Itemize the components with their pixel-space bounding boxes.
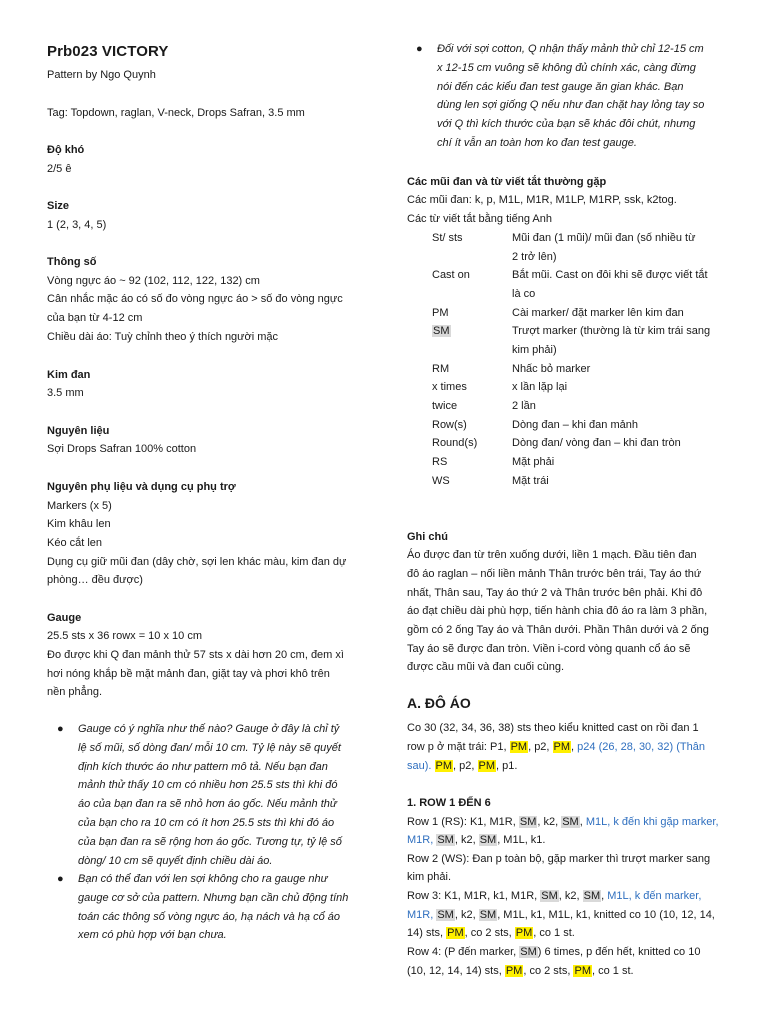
needles-value: 3.5 mm xyxy=(47,387,84,399)
bullet-line: lệ số mũi, số dòng đan/ mỗi 10 cm. Tỷ lệ này sẽ quyết xyxy=(78,741,341,754)
notions-line: phòng… đều được) xyxy=(47,574,143,586)
row-line: (10, 12, 14, 14) sts, PM, co 2 sts, PM, co 1 st. xyxy=(407,965,634,977)
bullet-line: Gauge có ý nghĩa như thế nào? Gauge ở đây là chỉ tỷ xyxy=(78,723,340,735)
size-value: 1 (2, 3, 4, 5) xyxy=(47,219,107,231)
subsection-heading: 1. ROW 1 ĐẾN 6 xyxy=(407,797,491,809)
row-line: 14) sts, PM, co 2 sts, PM, co 1 st. xyxy=(407,927,575,939)
bullet-line: chí ít vẫn an toàn hơn ko đan test gauge. xyxy=(437,136,637,149)
section-a-heading: A. ĐÔ ÁO xyxy=(407,695,471,711)
notes-line: áo đạt chiều dài phù hợp, tiến hành chia đô áo ra làm 3 phần, xyxy=(407,605,708,617)
measurements-line: của bạn từ 4-12 cm xyxy=(47,312,143,324)
author-line: Pattern by Ngo Quynh xyxy=(47,69,156,81)
stitches-heading: Các mũi đan và từ viết tắt thường gặp xyxy=(407,176,607,188)
pattern-title: Prb023 VICTORY xyxy=(47,43,169,60)
difficulty-heading: Độ khó xyxy=(47,144,85,156)
notes-line: đô áo raglan – nối liền mảnh Thân trước bên trái, Tay áo thứ xyxy=(407,568,702,580)
measurements-heading: Thông số xyxy=(47,256,97,268)
yarn-value: Sợi Drops Safran 100% cotton xyxy=(47,443,197,455)
tag-line: Tag: Topdown, raglan, V-neck, Drops Safran, 3.5 mm xyxy=(47,107,305,119)
bullet-line: áo của bạn đan ra sẽ nhỏ hơn áo gốc. Nếu mảnh thử xyxy=(78,798,337,811)
row-line: Row 1 (RS): K1, M1R, SM, k2, SM, M1L, k đến khi gặp marker, xyxy=(407,816,719,828)
bullet-line: của bạn đan ra sẽ rộng hơn áo gốc. Tương tự, tỷ lệ số xyxy=(78,835,342,848)
measurements-line: Chiều dài áo: Tuỳ chỉnh theo ý thích người mặc xyxy=(47,331,279,343)
gauge-bullet: ● Đối với sợi cotton, Q nhận thấy mảnh thử chỉ 12-15 cm x 12-15 cm vuông sẽ không đủ chính xác, càng đừng nói đến các kiểu đan test gauge ăn gian khác. Bạn dùng len sợi giống Q nếu như đan chặt hay lỏng tay so với Q thì kích thước của bạn sẽ khác đôi chút, nhưng chí ít vẫn an toàn hơn ko đan test gauge. xyxy=(437,40,727,153)
gauge-line: hơi nóng khắp bề mặt mảnh đan, giặt tay và phơi khô trên xyxy=(47,668,330,680)
row-line: Row 3: K1, M1R, k1, M1R, SM, k2, SM, M1L, k đến marker, xyxy=(407,890,702,902)
abbr-value: Cài marker/ đặt marker lên kim đan xyxy=(512,307,684,319)
notions-line: Markers (x 5) xyxy=(47,500,112,512)
abbr-key: Round(s) xyxy=(432,437,478,449)
size-heading: Size xyxy=(47,200,70,212)
needles-heading: Kim đan xyxy=(47,369,91,381)
bullet-line: x 12-15 cm vuông sẽ không đủ chính xác, càng đừng xyxy=(437,61,696,74)
row-line: M1R, SM, k2, SM, M1L, k1. xyxy=(407,834,546,846)
yarn-heading: Nguyên liệu xyxy=(47,425,110,437)
bullet-line: của bạn cho ra 10 cm có ít hơn 25.5 sts thì khi đó áo xyxy=(78,816,335,829)
notes-line: được cầu mũi và đan cuối cùng. xyxy=(407,661,565,673)
notions-heading: Nguyên phụ liệu và dụng cụ phụ trợ xyxy=(47,481,236,493)
notions-line: Kéo cắt len xyxy=(47,537,103,549)
bullet-line: toán các thông số vòng ngực áo, hạ nách và hạ cổ áo xyxy=(78,910,340,923)
stitches-line: Các mũi đan: k, p, M1L, M1R, M1LP, M1RP, ssk, k2tog. xyxy=(407,194,677,206)
abbr-value: Dòng đan – khi đan mảnh xyxy=(512,419,638,431)
gauge-bullet: ● Bạn có thể đan với len sợi không cho ra gauge như gauge cơ sở của pattern. Nhưng bạn cần chủ động tính toán các thông số vòng ngực áo, hạ nách và hạ cổ áo xem có phù hợp với bạn chưa. xyxy=(78,870,361,945)
notes-line: Áo được đan từ trên xuống dưới, liền 1 mạch. Đầu tiên đan xyxy=(407,549,697,561)
row-line: Row 4: (P đến marker, SM) 6 times, p đến hết, knitted co 10 xyxy=(407,946,701,958)
abbr-value: Mũi đan (1 mũi)/ mũi đan (số nhiều từ 2 trở lên) xyxy=(512,232,696,263)
gauge-heading: Gauge xyxy=(47,612,82,624)
abbr-key: WS xyxy=(432,475,450,487)
abbr-key: SM xyxy=(433,325,450,337)
abbr-value: Trượt marker (thường là từ kim trái sang kim phải) xyxy=(512,325,711,356)
bullet-line: mảnh thử thấy 10 cm có nhiều hơn 25.5 sts thì khi đó xyxy=(78,779,338,792)
gauge-line: nền phẳng. xyxy=(47,686,103,698)
notes-line: nhất, Thân sau, Tay áo thứ 2 và Thân trước bên phải. Khi đô xyxy=(407,587,703,599)
abbr-value: x lần lặp lại xyxy=(512,381,568,393)
bullet-line: gauge cơ sở của pattern. Nhưng bạn cần chủ động tính xyxy=(78,891,349,904)
abbr-key: St/ sts xyxy=(432,232,463,244)
gauge-line: Đo được khi Q đan mảnh thử 57 sts x dài hơn 20 cm, đem xì xyxy=(47,649,344,661)
gauge-line: 25.5 sts x 36 rowx = 10 x 10 cm xyxy=(47,630,202,642)
abbr-value: Mặt trái xyxy=(512,475,549,487)
row-line: Row 2 (WS): Đan p toàn bộ, gặp marker thì trượt marker sang xyxy=(407,853,711,865)
abbr-key: PM xyxy=(432,307,449,319)
section-a-line: sau). PM, p2, PM, p1. xyxy=(407,760,518,772)
bullet-line: định kích thước áo như pattern mô tả. Nếu bạn đan xyxy=(78,760,328,773)
gauge-bullet: ● Gauge có ý nghĩa như thế nào? Gauge ở đây là chỉ tỷ lệ số mũi, số dòng đan/ mỗi 10 cm. Tỷ lệ này sẽ quyết định kích thước áo như pattern mô tả. Nếu bạn đan mảnh thử thấy 10 cm có nhiều hơn 25.5 sts thì khi đó áo của bạn đan ra sẽ nhỏ hơn áo gốc. Nếu mảnh thử của bạn cho ra 10 cm có ít hơn 25.5 sts thì khi đó áo của bạn đan ra sẽ rộng hơn áo gốc. Tương tự, tỷ lệ số dòng/ 10 cm sẽ quyết định chiều dài áo. xyxy=(78,720,361,870)
bullet-line: Đối với sợi cotton, Q nhận thấy mảnh thử chỉ 12-15 cm xyxy=(437,43,704,55)
abbr-key: RS xyxy=(432,456,448,468)
row-line: kim phải. xyxy=(407,871,452,883)
measurements-line: Cân nhắc mặc áo có số đo vòng ngực áo > số đo vòng ngực xyxy=(47,293,343,305)
abbr-key: RM xyxy=(432,363,450,375)
notions-line: Kim khâu len xyxy=(47,518,111,530)
stitches-line: Các từ viết tắt bằng tiếng Anh xyxy=(407,213,552,225)
abbr-key: x times xyxy=(432,381,467,393)
notes-line: Tay áo sẽ được đan tròn. Viền i-cord vòng quanh cổ áo sẽ xyxy=(407,643,691,655)
bullet-line: Bạn có thể đan với len sợi không cho ra gauge như xyxy=(78,873,328,885)
row-line: M1R, SM, k2, SM, M1L, k1, M1L, k1, knitted co 10 (10, 12, 14, xyxy=(407,909,715,921)
notions-line: Dụng cụ giữ mũi đan (dây chờ, sợi len khác màu, kim đan dự xyxy=(47,556,347,568)
bullet-line: với Q thì kích thước của bạn sẽ khác đôi chút, nhưng xyxy=(437,118,696,131)
section-a-line: Co 30 (32, 34, 36, 38) sts theo kiểu knitted cast on rồi đan 1 xyxy=(407,722,699,734)
abbr-key: Row(s) xyxy=(432,419,467,431)
notes-line: gồm có 2 ống Tay áo và Thân dưới. Phần Thân dưới và 2 ống xyxy=(407,624,709,636)
measurements-line: Vòng ngực áo ~ 92 (102, 112, 122, 132) cm xyxy=(47,275,260,287)
abbr-value: Nhấc bỏ marker xyxy=(512,363,591,375)
bullet-line: dùng len sợi giống Q nếu như đan chặt hay lỏng tay so xyxy=(437,99,705,112)
abbr-key: twice xyxy=(432,400,458,412)
abbr-key: Cast on xyxy=(432,269,470,281)
notes-heading: Ghi chú xyxy=(407,531,448,543)
abbr-value: Dòng đan/ vòng đan – khi đan tròn xyxy=(512,437,681,449)
section-a-line: row p ở mặt trái: P1, PM, p2, PM, p24 (26, 28, 30, 32) (Thân xyxy=(407,741,705,753)
abbr-value: Bắt mũi. Cast on đôi khi sẽ được viết tắt là co xyxy=(512,269,708,300)
abbr-value: Mặt phải xyxy=(512,456,555,468)
bullet-line: xem có phù hợp với bạn chưa. xyxy=(78,929,227,942)
abbr-value: 2 lần xyxy=(512,400,536,412)
difficulty-value: 2/5 ê xyxy=(47,163,72,175)
bullet-line: nói đến các kiểu đan test gauge ăn gian khác. Bạn xyxy=(437,80,684,93)
bullet-line: dòng/ 10 cm sẽ quyết định chiều dài áo. xyxy=(78,854,273,867)
